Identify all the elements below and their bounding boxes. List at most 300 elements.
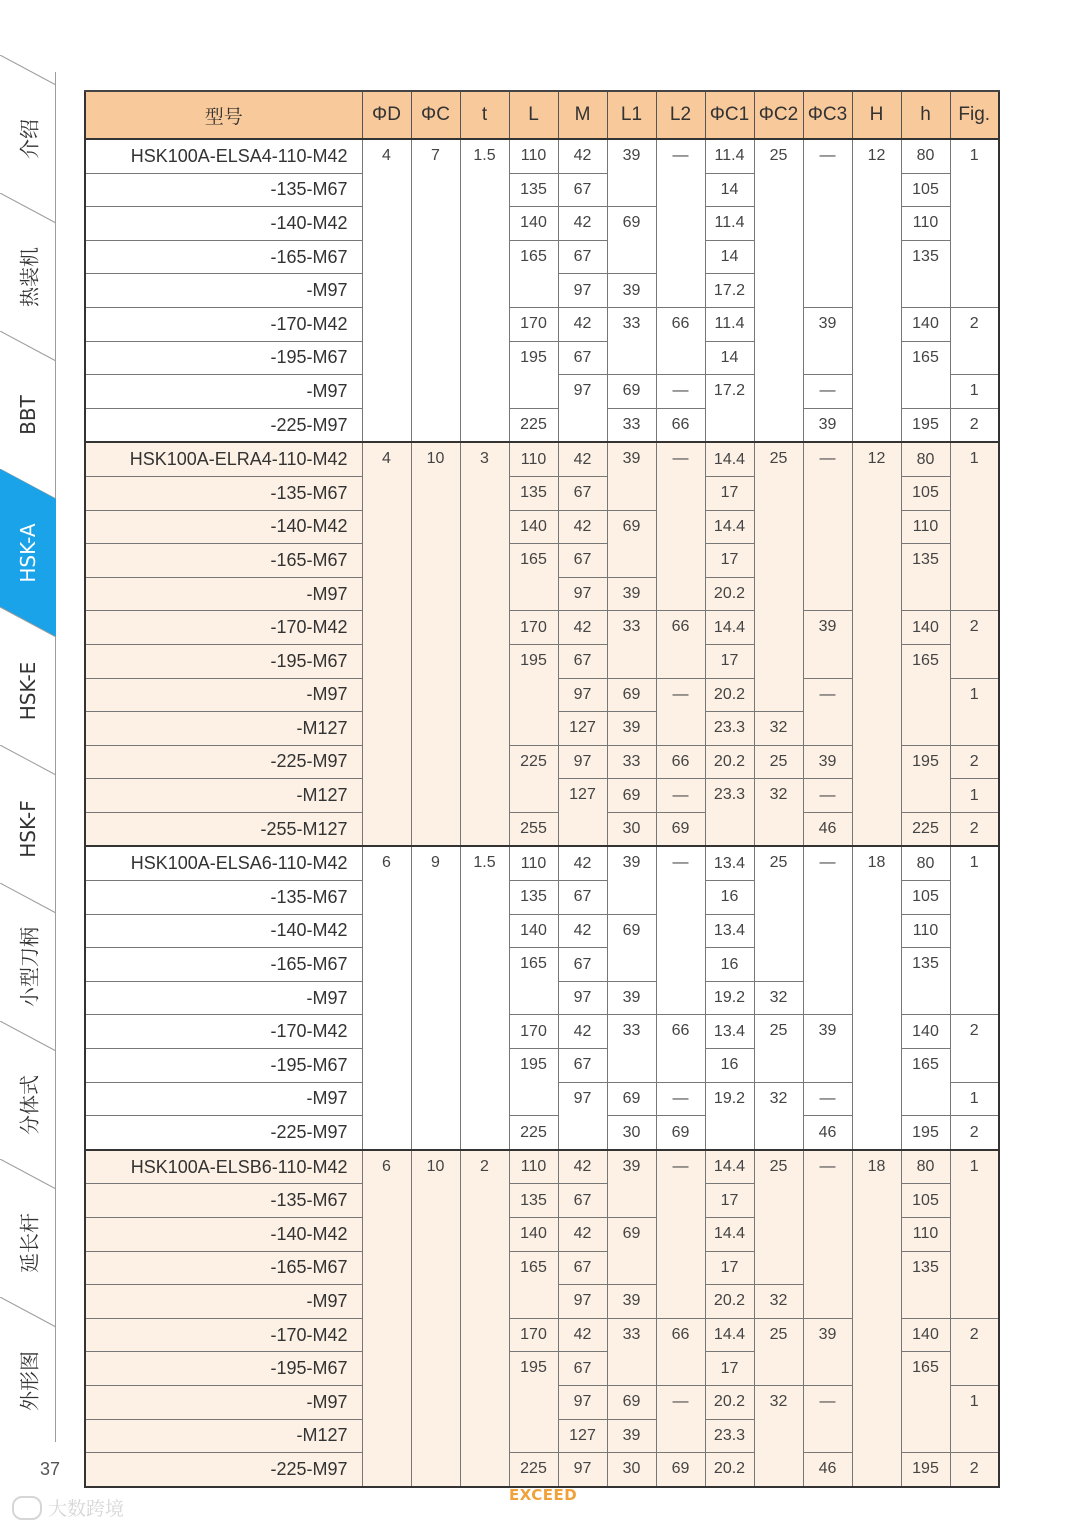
value-cell: 80 (901, 139, 950, 173)
value-cell: — (656, 846, 705, 1014)
model-cell: -135-M67 (85, 881, 362, 915)
value-cell: 110 (901, 914, 950, 948)
value-cell: 39 (803, 1015, 852, 1082)
value-cell: 1 (950, 1082, 999, 1116)
value-cell: 135 (901, 1251, 950, 1318)
sidebar-tab-label: 热装机 (17, 247, 42, 307)
value-cell: 46 (803, 1116, 852, 1150)
value-cell: 97 (558, 577, 607, 611)
value-cell: 16 (705, 881, 754, 915)
value-cell: 12 (852, 442, 901, 846)
value-cell: 69 (656, 812, 705, 846)
value-cell: 2 (950, 1015, 999, 1082)
value-cell: — (803, 1082, 852, 1116)
value-cell: 7 (411, 139, 460, 442)
value-cell: 67 (558, 240, 607, 274)
value-cell: 42 (558, 914, 607, 948)
value-cell: 17 (705, 644, 754, 678)
column-header: Fig. (950, 91, 999, 139)
value-cell: 110 (509, 1150, 558, 1184)
value-cell: 42 (558, 307, 607, 341)
value-cell: 33 (607, 1015, 656, 1082)
value-cell: 140 (509, 510, 558, 544)
value-cell: — (656, 1150, 705, 1318)
model-cell: -255-M127 (85, 812, 362, 846)
model-cell: -M127 (85, 712, 362, 746)
value-cell: 20.2 (705, 1285, 754, 1319)
sidebar-tab-label: 小型刀柄 (17, 927, 42, 1007)
model-cell: -M97 (85, 1082, 362, 1116)
value-cell: 2 (950, 1318, 999, 1385)
value-cell: — (803, 139, 852, 307)
table-row (85, 442, 999, 476)
model-cell: -225-M97 (85, 408, 362, 442)
value-cell: 25 (754, 846, 803, 981)
value-cell: 69 (607, 1082, 656, 1116)
value-cell: 140 (901, 307, 950, 341)
value-cell: 17 (705, 1184, 754, 1218)
value-cell: 1 (950, 678, 999, 745)
value-cell: 14 (705, 341, 754, 375)
value-cell: 67 (558, 644, 607, 678)
value-cell: 42 (558, 1015, 607, 1049)
value-cell: 14 (705, 240, 754, 274)
value-cell: 127 (558, 712, 607, 746)
value-cell: 30 (607, 1116, 656, 1150)
value-cell: 46 (803, 812, 852, 846)
value-cell: 135 (509, 1184, 558, 1218)
value-cell: 39 (607, 1419, 656, 1453)
value-cell: 39 (607, 1285, 656, 1319)
value-cell: 105 (901, 1184, 950, 1218)
value-cell: 2 (950, 408, 999, 442)
model-cell: -M97 (85, 1385, 362, 1419)
value-cell: 67 (558, 948, 607, 982)
value-cell: 23.3 (705, 779, 754, 847)
watermark (12, 1494, 124, 1521)
value-cell: 97 (558, 678, 607, 712)
value-cell: 39 (607, 846, 656, 914)
column-header: ΦC3 (803, 91, 852, 139)
value-cell: 80 (901, 1150, 950, 1184)
model-cell: -195-M67 (85, 1352, 362, 1386)
value-cell: 19.2 (705, 1082, 754, 1150)
model-cell: -M97 (85, 1285, 362, 1319)
value-cell: 69 (607, 510, 656, 577)
value-cell: 17 (705, 476, 754, 510)
value-cell: 195 (509, 341, 558, 408)
table-row (85, 1150, 999, 1184)
model-cell: -170-M42 (85, 611, 362, 645)
value-cell: 1 (950, 846, 999, 1014)
value-cell: 39 (607, 274, 656, 308)
value-cell: 17.2 (705, 274, 754, 308)
value-cell: 170 (509, 1015, 558, 1049)
value-cell: 66 (656, 1318, 705, 1385)
value-cell: 17.2 (705, 375, 754, 443)
value-cell: 42 (558, 442, 607, 476)
value-cell: 69 (607, 1385, 656, 1419)
value-cell: 135 (901, 544, 950, 611)
value-cell: 67 (558, 881, 607, 915)
value-cell: 110 (509, 442, 558, 476)
value-cell: 1 (950, 375, 999, 409)
value-cell: 165 (901, 1049, 950, 1116)
column-header: H (852, 91, 901, 139)
value-cell: 110 (509, 139, 558, 173)
sidebar-tab-label: HSK-A (16, 523, 40, 583)
value-cell: — (656, 442, 705, 610)
value-cell: 13.4 (705, 914, 754, 948)
value-cell: 42 (558, 1218, 607, 1252)
sidebar-tab-9[interactable] (0, 1297, 56, 1465)
value-cell: 127 (558, 779, 607, 847)
model-cell: -165-M67 (85, 544, 362, 578)
value-cell: 67 (558, 1352, 607, 1386)
value-cell: 32 (754, 712, 803, 746)
value-cell: 42 (558, 611, 607, 645)
value-cell: 2 (950, 611, 999, 678)
spec-table (84, 90, 1000, 1488)
value-cell: 97 (558, 745, 607, 779)
model-cell: -170-M42 (85, 1318, 362, 1352)
value-cell: 39 (803, 611, 852, 678)
value-cell: 135 (901, 240, 950, 307)
value-cell: 67 (558, 1184, 607, 1218)
value-cell: 11.4 (705, 139, 754, 173)
value-cell: 39 (803, 408, 852, 442)
value-cell: 16 (705, 948, 754, 982)
value-cell: 39 (607, 712, 656, 746)
value-cell: 20.2 (705, 678, 754, 712)
value-cell: 20.2 (705, 1385, 754, 1419)
value-cell: 66 (656, 1015, 705, 1082)
sidebar-tab-label: 外形图 (17, 1351, 42, 1411)
value-cell: 195 (901, 408, 950, 442)
value-cell: 13.4 (705, 846, 754, 880)
value-cell: 14.4 (705, 1218, 754, 1252)
value-cell: — (803, 846, 852, 1014)
value-cell: 195 (901, 745, 950, 812)
sidebar-tab-label: HSK-E (16, 661, 40, 721)
value-cell: 225 (509, 1453, 558, 1487)
value-cell: 17 (705, 544, 754, 578)
value-cell: 67 (558, 173, 607, 207)
value-cell: 6 (362, 1150, 411, 1487)
sidebar-nav (0, 0, 56, 1440)
value-cell: 39 (607, 139, 656, 207)
value-cell: 105 (901, 173, 950, 207)
model-cell: -140-M42 (85, 914, 362, 948)
value-cell: 33 (607, 307, 656, 374)
model-cell: -M97 (85, 577, 362, 611)
value-cell: 10 (411, 442, 460, 846)
value-cell: 16 (705, 1049, 754, 1083)
value-cell: 67 (558, 544, 607, 578)
value-cell: 225 (901, 812, 950, 846)
value-cell: 195 (509, 1049, 558, 1116)
value-cell: 14.4 (705, 611, 754, 645)
value-cell: 14.4 (705, 1318, 754, 1352)
value-cell: 42 (558, 207, 607, 241)
value-cell: 80 (901, 442, 950, 476)
column-header: h (901, 91, 950, 139)
value-cell: 18 (852, 846, 901, 1149)
value-cell: 165 (509, 240, 558, 307)
model-cell: -135-M67 (85, 1184, 362, 1218)
value-cell: 67 (558, 1251, 607, 1285)
sidebar-tab-label: 延长杆 (17, 1213, 42, 1273)
value-cell: 20.2 (705, 745, 754, 779)
sidebar-tab-label: BBT (16, 395, 40, 435)
value-cell: 97 (558, 981, 607, 1015)
model-cell: -170-M42 (85, 1015, 362, 1049)
value-cell: 39 (607, 577, 656, 611)
column-header: L2 (656, 91, 705, 139)
value-cell: 23.3 (705, 1419, 754, 1453)
value-cell: 1.5 (460, 139, 509, 442)
value-cell: 42 (558, 846, 607, 880)
value-cell: — (803, 1385, 852, 1452)
value-cell: 33 (607, 611, 656, 678)
value-cell: 33 (607, 408, 656, 442)
value-cell: 69 (656, 1116, 705, 1150)
model-cell: -195-M67 (85, 1049, 362, 1083)
value-cell: 14 (705, 173, 754, 207)
value-cell: 1 (950, 1150, 999, 1318)
value-cell: 97 (558, 1285, 607, 1319)
value-cell: 69 (607, 375, 656, 409)
value-cell: 1 (950, 1385, 999, 1452)
value-cell: 2 (460, 1150, 509, 1487)
value-cell: 165 (901, 341, 950, 408)
value-cell: 165 (509, 544, 558, 611)
value-cell: 69 (607, 1218, 656, 1285)
brand-logo: EXCEED (509, 1486, 578, 1504)
value-cell: — (803, 375, 852, 409)
model-cell: -225-M97 (85, 1116, 362, 1150)
model-cell: -M97 (85, 375, 362, 409)
value-cell: 67 (558, 1049, 607, 1083)
value-cell: 4 (362, 139, 411, 442)
value-cell: — (656, 779, 705, 813)
value-cell: 30 (607, 812, 656, 846)
value-cell: 1.5 (460, 846, 509, 1149)
value-cell: 39 (803, 1318, 852, 1385)
value-cell: 42 (558, 1318, 607, 1352)
value-cell: 135 (509, 476, 558, 510)
column-header: L (509, 91, 558, 139)
value-cell: 14.4 (705, 442, 754, 476)
value-cell: 170 (509, 307, 558, 341)
value-cell: 39 (607, 442, 656, 510)
value-cell: 195 (509, 1352, 558, 1453)
value-cell: 66 (656, 611, 705, 678)
model-cell: -M127 (85, 779, 362, 813)
value-cell: — (656, 1385, 705, 1452)
value-cell: 110 (901, 510, 950, 544)
value-cell: 2 (950, 812, 999, 846)
value-cell: 25 (754, 1015, 803, 1082)
value-cell: 225 (509, 408, 558, 442)
value-cell: 14.4 (705, 1150, 754, 1184)
value-cell: 69 (607, 207, 656, 274)
value-cell: 18 (852, 1150, 901, 1487)
value-cell: 6 (362, 846, 411, 1149)
value-cell: 67 (558, 341, 607, 375)
value-cell: 135 (509, 881, 558, 915)
value-cell: 11.4 (705, 307, 754, 341)
value-cell: 20.2 (705, 1453, 754, 1487)
value-cell: 32 (754, 1385, 803, 1486)
value-cell: 135 (509, 173, 558, 207)
model-cell: -170-M42 (85, 307, 362, 341)
model-cell: -M97 (85, 678, 362, 712)
value-cell: 165 (901, 1352, 950, 1453)
value-cell: 135 (901, 948, 950, 1015)
value-cell: 30 (607, 1453, 656, 1487)
column-header: t (460, 91, 509, 139)
model-cell: -M97 (85, 981, 362, 1015)
value-cell: 66 (656, 408, 705, 442)
watermark-text: 大数跨境 (48, 1498, 125, 1520)
model-cell: -M97 (85, 274, 362, 308)
value-cell: 2 (950, 307, 999, 374)
column-header: ΦC (411, 91, 460, 139)
value-cell: 165 (509, 1251, 558, 1318)
value-cell: 42 (558, 510, 607, 544)
value-cell: 140 (901, 1318, 950, 1352)
value-cell: 255 (509, 812, 558, 846)
value-cell: 225 (509, 1116, 558, 1150)
model-cell: -140-M42 (85, 207, 362, 241)
value-cell: 127 (558, 1419, 607, 1453)
column-header: ΦD (362, 91, 411, 139)
value-cell: 32 (754, 981, 803, 1015)
value-cell: 4 (362, 442, 411, 846)
table-row (85, 139, 999, 173)
value-cell: 69 (656, 1453, 705, 1487)
table-row (85, 846, 999, 880)
value-cell: 2 (950, 1116, 999, 1150)
value-cell: 195 (901, 1116, 950, 1150)
value-cell: 97 (558, 375, 607, 443)
value-cell: 195 (901, 1453, 950, 1487)
value-cell: 66 (656, 745, 705, 779)
value-cell: 2 (950, 1453, 999, 1487)
value-cell: — (656, 678, 705, 745)
value-cell: 170 (509, 1318, 558, 1352)
value-cell: — (656, 375, 705, 409)
value-cell: 32 (754, 1285, 803, 1319)
value-cell: 32 (754, 779, 803, 847)
value-cell: 80 (901, 846, 950, 880)
value-cell: 42 (558, 139, 607, 173)
value-cell: — (803, 442, 852, 610)
value-cell: 69 (607, 914, 656, 981)
value-cell: — (656, 1082, 705, 1116)
value-cell: 39 (607, 1150, 656, 1218)
value-cell: 23.3 (705, 712, 754, 746)
value-cell: — (803, 678, 852, 745)
value-cell: — (656, 139, 705, 307)
value-cell: 69 (607, 678, 656, 712)
model-cell: -195-M67 (85, 644, 362, 678)
value-cell: — (803, 779, 852, 813)
value-cell: 66 (656, 307, 705, 374)
value-cell: 140 (509, 914, 558, 948)
model-cell: -165-M67 (85, 1251, 362, 1285)
model-cell: HSK100A-ELSA4-110-M42 (85, 139, 362, 173)
value-cell: 140 (901, 611, 950, 645)
model-cell: -135-M67 (85, 476, 362, 510)
model-cell: -225-M97 (85, 745, 362, 779)
value-cell: 3 (460, 442, 509, 846)
model-cell: -225-M97 (85, 1453, 362, 1487)
value-cell: 110 (901, 1218, 950, 1252)
value-cell: 20.2 (705, 577, 754, 611)
sidebar-tab-label: HSK-F (16, 800, 40, 858)
value-cell: 165 (509, 948, 558, 1015)
value-cell: 105 (901, 476, 950, 510)
column-header: ΦC1 (705, 91, 754, 139)
column-header: L1 (607, 91, 656, 139)
value-cell: 97 (558, 274, 607, 308)
value-cell: 14.4 (705, 510, 754, 544)
value-cell: 165 (901, 644, 950, 745)
value-cell: 19.2 (705, 981, 754, 1015)
value-cell: 11.4 (705, 207, 754, 241)
sidebar-tab-label: 分体式 (17, 1075, 42, 1135)
value-cell: 13.4 (705, 1015, 754, 1049)
value-cell: 110 (901, 207, 950, 241)
model-cell: HSK100A-ELSB6-110-M42 (85, 1150, 362, 1184)
value-cell: 170 (509, 611, 558, 645)
table-header-row (85, 91, 999, 139)
column-header: 型号 (85, 91, 362, 139)
value-cell: 225 (509, 745, 558, 812)
model-cell: -135-M67 (85, 173, 362, 207)
value-cell: 17 (705, 1352, 754, 1386)
value-cell: 9 (411, 846, 460, 1149)
value-cell: 32 (754, 1082, 803, 1150)
value-cell: 97 (558, 1082, 607, 1150)
value-cell: 25 (754, 139, 803, 442)
value-cell: 33 (607, 1318, 656, 1385)
value-cell: 10 (411, 1150, 460, 1487)
value-cell: 25 (754, 1150, 803, 1285)
value-cell: 17 (705, 1251, 754, 1285)
column-header: ΦC2 (754, 91, 803, 139)
model-cell: -140-M42 (85, 510, 362, 544)
model-cell: HSK100A-ELSA6-110-M42 (85, 846, 362, 880)
page-number: 37 (40, 1459, 61, 1479)
value-cell: 97 (558, 1453, 607, 1487)
value-cell: 25 (754, 1318, 803, 1385)
value-cell: 97 (558, 1385, 607, 1419)
value-cell: 25 (754, 442, 803, 711)
model-cell: -195-M67 (85, 341, 362, 375)
value-cell: 39 (803, 745, 852, 779)
model-cell: -165-M67 (85, 948, 362, 982)
value-cell: — (803, 1150, 852, 1318)
model-cell: HSK100A-ELRA4-110-M42 (85, 442, 362, 476)
value-cell: 25 (754, 745, 803, 779)
sidebar-tab-label: 介绍 (17, 119, 42, 159)
value-cell: 110 (509, 846, 558, 880)
model-cell: -140-M42 (85, 1218, 362, 1252)
value-cell: 2 (950, 745, 999, 779)
